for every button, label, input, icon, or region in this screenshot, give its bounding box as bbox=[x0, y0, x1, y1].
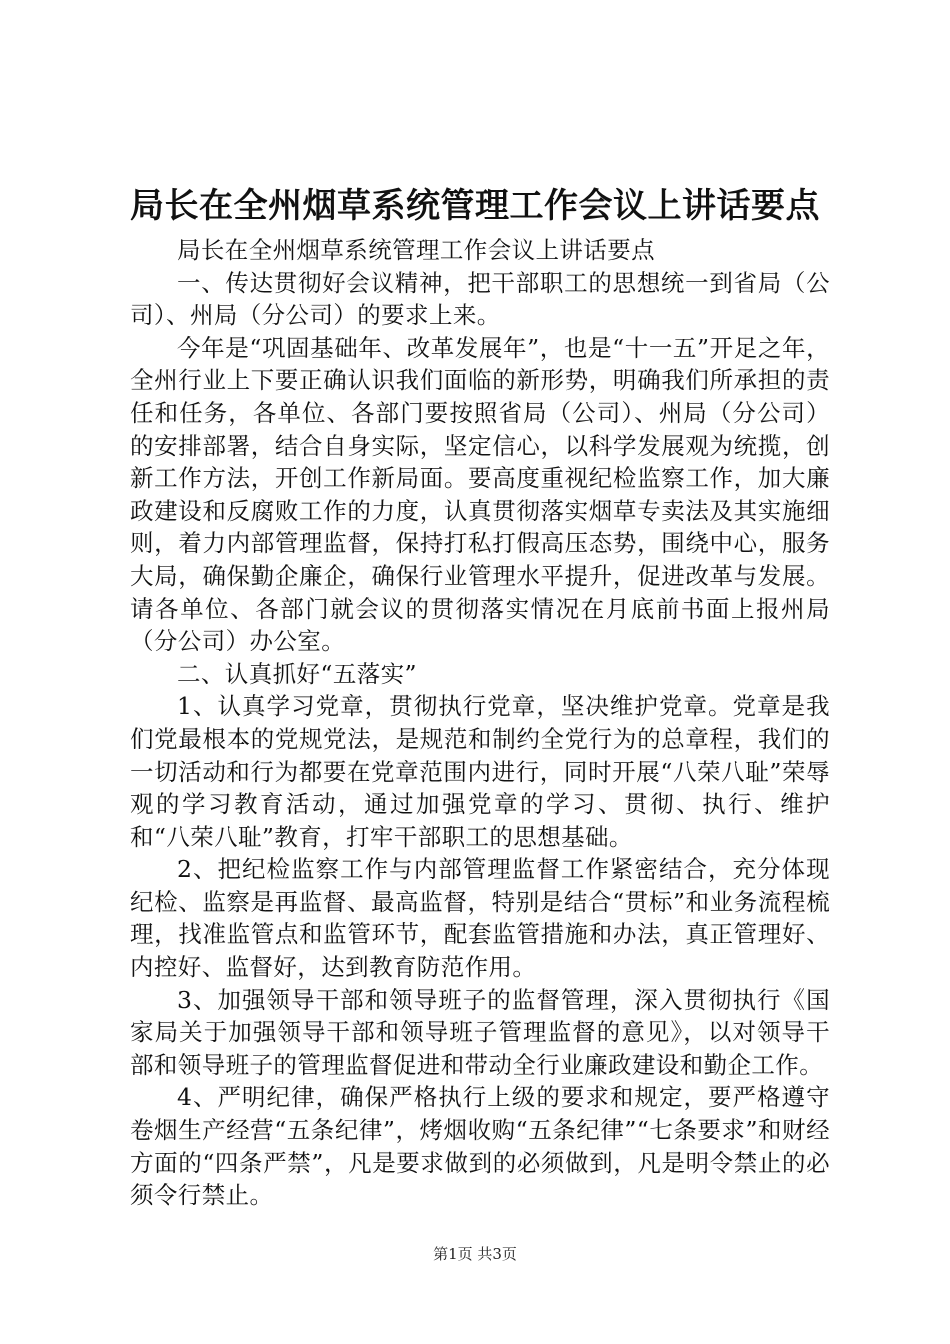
page-number-footer: 第1页 共3页 bbox=[433, 1245, 517, 1263]
paragraph-item-2: 2、把纪检监察工作与内部管理监督工作紧密结合，充分体现纪检、监察是再监督、最高监督，特别是结合“贯标”和业务流程梳理，找准监管点和监管环节，配套监管措施和办法，真正管理好、内控好、监督好，达到教育防范作用。 bbox=[130, 855, 830, 982]
paragraph-section-one-heading: 一、传达贯彻好会议精神，把干部职工的思想统一到省局（公司）、州局（分公司）的要求上来。 bbox=[130, 268, 830, 330]
paragraph-item-1: 1、认真学习党章，贯彻执行党章，坚决维护党章。党章是我们党最根本的党规党法，是规范和制约全党行为的总章程，我们的一切活动和行为都要在党章范围内进行，同时开展“八荣八耻”荣辱观的学习教育活动，通过加强党章的学习、贯彻、执行、维护和“八荣八耻”教育，打牢干部职工的思想基础。 bbox=[130, 692, 830, 851]
document-title: 局长在全州烟草系统管理工作会议上讲话要点 bbox=[130, 186, 820, 226]
paragraph-subtitle: 局长在全州烟草系统管理工作会议上讲话要点 bbox=[177, 236, 655, 264]
paragraph-section-one-body: 今年是“巩固基础年、改革发展年”，也是“十一五”开足之年，全州行业上下要正确认识我们面临的新形势，明确我们所承担的责任和任务，各单位、各部门要按照省局（公司）、州局（分公司）的安排部署，结合自身实际，坚定信心，以科学发展观为统揽，创新工作方法，开创工作新局面。要高度重视纪检监察工作，加大廉政建设和反腐败工作的力度，认真贯彻落实烟草专卖法及其实施细则，着力内部管理监督，保持打私打假高压态势，围绕中心，服务大局，确保勤企廉企，确保行业管理水平提升，促进改革与发展。请各单位、各部门就会议的贯彻落实情况在月底前书面上报州局（分公司）办公室。 bbox=[130, 333, 830, 656]
paragraph-section-two-heading: 二、认真抓好“五落实” bbox=[177, 659, 417, 688]
paragraph-item-4: 4、严明纪律，确保严格执行上级的要求和规定，要严格遵守卷烟生产经营“五条纪律”，烤烟收购“五条纪律”“七条要求”和财经方面的“四条严禁”，凡是要求做到的必须做到，凡是明令禁止的必须令行禁止。 bbox=[130, 1083, 830, 1210]
paragraph-item-3: 3、加强领导干部和领导班子的监督管理，深入贯彻执行《国家局关于加强领导干部和领导班子管理监督的意见》，以对领导干部和领导班子的管理监督促进和带动全行业廉政建设和勤企工作。 bbox=[130, 985, 830, 1079]
document-body bbox=[130, 234, 830, 1212]
